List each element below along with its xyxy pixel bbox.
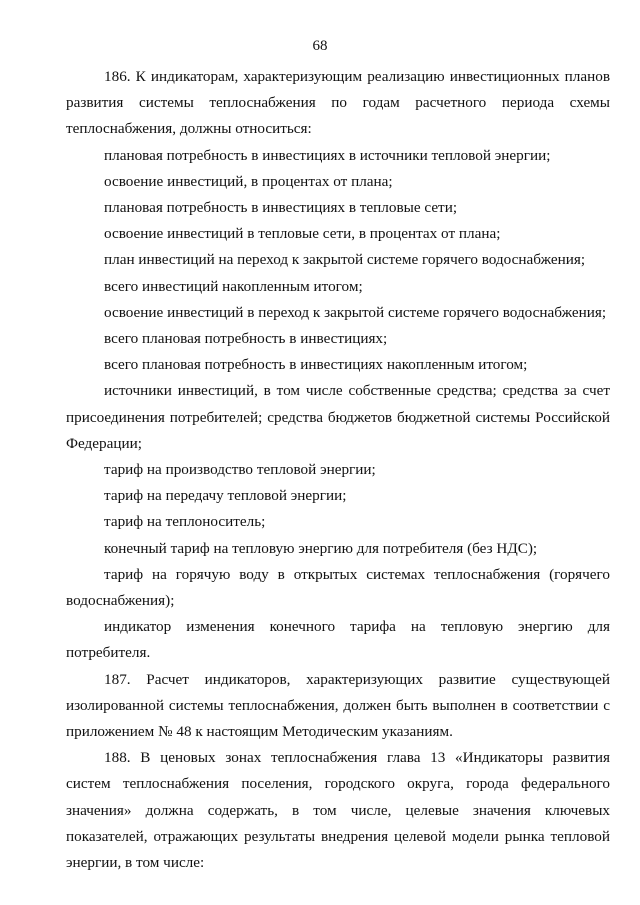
- paragraph-187: 187. Расчет индикаторов, характеризующих развитие существующей изолированной системы теплоснабжения, должен быть выполнен в соответствии с приложением № 48 к настоящим Методическим указаниям.: [66, 670, 610, 741]
- list-item: плановая потребность в инвестициях в тепловые сети;: [104, 199, 458, 217]
- paragraph-188: 188. В ценовых зонах теплоснабжения глава 13 «Индикаторы развития систем теплоснабжения поселения, городского округа, города федерального значения» должна содержать, в том числе, целевые значения ключевых показателей, отражающих результаты внедрения целевой модели рынка тепловой энергии, в том числе:: [66, 749, 610, 872]
- page-number: 68: [312, 38, 328, 54]
- list-item: освоение инвестиций, в процентах от плана;: [104, 172, 393, 190]
- list-item: тариф на теплоноситель;: [104, 513, 266, 531]
- list-item: освоение инвестиций в тепловые сети, в процентах от плана;: [104, 225, 501, 243]
- list-item: освоение инвестиций в переход к закрытой системе горячего водоснабжения;: [104, 303, 607, 321]
- list-item: плановая потребность в инвестициях в источники тепловой энергии;: [104, 146, 551, 164]
- list-item: всего плановая потребность в инвестициях накопленным итогом;: [104, 356, 528, 374]
- list-item: тариф на передачу тепловой энергии;: [104, 487, 347, 505]
- list-item: тариф на производство тепловой энергии;: [104, 461, 376, 479]
- list-item: тариф на горячую воду в открытых системах теплоснабжения (горячего водоснабжения);: [66, 565, 610, 610]
- list-item: план инвестиций на переход к закрытой системе горячего водоснабжения;: [104, 251, 586, 269]
- list-item: всего плановая потребность в инвестициях;: [104, 330, 388, 348]
- document-body: [66, 64, 610, 876]
- list-item: конечный тариф на тепловую энергию для потребителя (без НДС);: [104, 539, 538, 557]
- paragraph-186: 186. К индикаторам, характеризующим реализацию инвестиционных планов развития системы теплоснабжения по годам расчетного периода схемы теплоснабжения, должны относиться:: [66, 68, 610, 138]
- list-item: индикатор изменения конечного тарифа на тепловую энергию для потребителя.: [66, 618, 610, 662]
- list-item: всего инвестиций накопленным итогом;: [104, 277, 363, 295]
- list-item: источники инвестиций, в том числе собственные средства; средства за счет присоединения потребителей; средства бюджетов бюджетной системы Российской Федерации;: [66, 382, 610, 452]
